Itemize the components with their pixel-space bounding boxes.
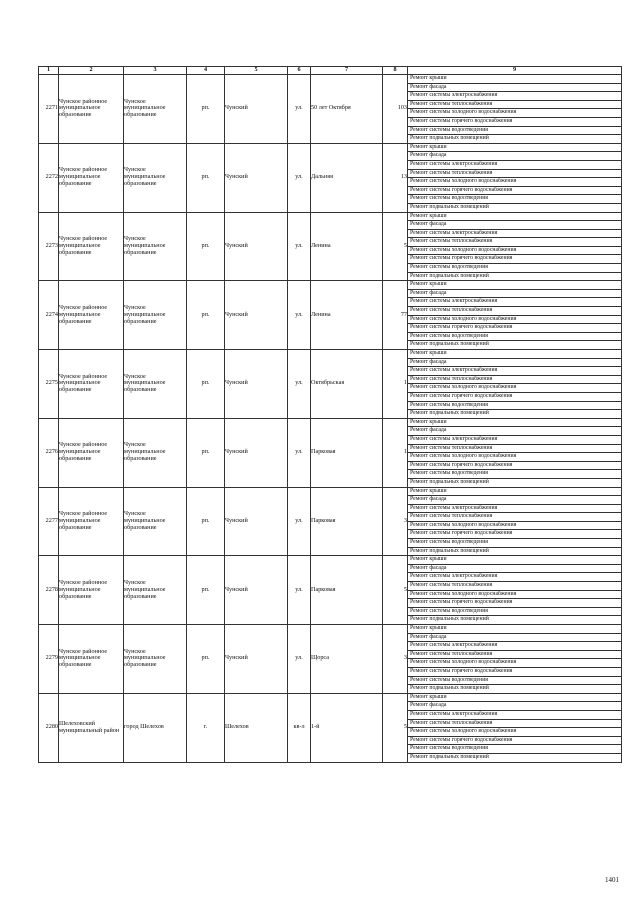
work-item: Ремонт системы электроснабжения bbox=[408, 367, 621, 376]
work-item: Ремонт системы горячего водоснабжения bbox=[408, 187, 621, 196]
works-list bbox=[408, 350, 622, 419]
work-item: Ремонт системы водоотведения bbox=[408, 539, 621, 548]
work-item: Ремонт фасада bbox=[408, 221, 621, 230]
street-type-cell: ул. bbox=[288, 143, 311, 212]
column-header: 6 bbox=[288, 67, 311, 75]
work-item: Ремонт фасада bbox=[408, 290, 621, 299]
settlement-type-cell: рп. bbox=[187, 281, 225, 350]
work-item: Ремонт системы водоотведения bbox=[408, 677, 621, 686]
work-item: Ремонт системы водоотведения bbox=[408, 264, 621, 273]
settlement-cell: Чунский bbox=[225, 75, 288, 144]
table-row bbox=[39, 487, 622, 556]
settlement-type-cell: г. bbox=[187, 693, 225, 762]
work-item: Ремонт подвальных помещений bbox=[410, 203, 489, 210]
work-item: Ремонт фасада bbox=[408, 634, 621, 643]
column-header: 1 bbox=[39, 67, 59, 75]
table-body bbox=[39, 75, 622, 763]
column-header: 4 bbox=[187, 67, 225, 75]
house-number-cell: 3 bbox=[383, 625, 408, 694]
work-item: Ремонт подвальных помещений bbox=[410, 685, 489, 692]
work-item: Ремонт подвальных помещений bbox=[410, 341, 489, 348]
work-item: Ремонт системы горячего водоснабжения bbox=[408, 737, 621, 746]
work-item: Ремонт системы электроснабжения bbox=[408, 642, 621, 651]
work-item: Ремонт крыши bbox=[408, 281, 621, 290]
page-number: 1401 bbox=[605, 876, 619, 884]
street-type-cell: ул. bbox=[288, 625, 311, 694]
street-cell: Щорса bbox=[311, 625, 383, 694]
municipality-cell: Чунское муниципальное образование bbox=[124, 75, 187, 144]
work-item: Ремонт подвальных помещений bbox=[410, 410, 489, 417]
house-number-cell: 5 bbox=[383, 556, 408, 625]
work-item: Ремонт системы горячего водоснабжения bbox=[408, 255, 621, 264]
row-number: 2276 bbox=[39, 418, 59, 487]
work-item: Ремонт системы горячего водоснабжения bbox=[408, 324, 621, 333]
street-type-cell: ул. bbox=[288, 212, 311, 281]
street-type-cell: ул. bbox=[288, 556, 311, 625]
house-number-cell: 103 bbox=[383, 75, 408, 144]
repair-schedule-table bbox=[38, 66, 622, 763]
work-item: Ремонт системы теплоснабжения bbox=[408, 720, 621, 729]
column-header: 9 bbox=[408, 67, 622, 75]
district-cell: Чунское районное муниципальное образование bbox=[59, 350, 124, 419]
street-type-cell: ул. bbox=[288, 418, 311, 487]
house-number-cell: 5 bbox=[383, 693, 408, 762]
work-item: Ремонт крыши bbox=[408, 213, 621, 222]
house-number-cell: 77 bbox=[383, 281, 408, 350]
district-cell: Чунское районное муниципальное образование bbox=[59, 487, 124, 556]
works-list bbox=[408, 556, 622, 625]
row-number: 2272 bbox=[39, 143, 59, 212]
work-item: Ремонт фасада bbox=[408, 152, 621, 161]
work-item: Ремонт системы теплоснабжения bbox=[408, 445, 621, 454]
settlement-cell: Чунский bbox=[225, 143, 288, 212]
street-cell: Парковая bbox=[311, 556, 383, 625]
street-cell: 1-й bbox=[311, 693, 383, 762]
district-cell: Чунское районное муниципальное образование bbox=[59, 418, 124, 487]
work-item: Ремонт системы теплоснабжения bbox=[408, 238, 621, 247]
municipality-cell: Чунское муниципальное образование bbox=[124, 212, 187, 281]
column-header: 5 bbox=[225, 67, 288, 75]
work-item: Ремонт системы водоотведения bbox=[408, 195, 621, 204]
work-item: Ремонт системы теплоснабжения bbox=[408, 307, 621, 316]
work-item: Ремонт фасада bbox=[408, 84, 621, 93]
municipality-cell: город Шелехов bbox=[124, 693, 187, 762]
settlement-cell: Чунский bbox=[225, 418, 288, 487]
row-number: 2273 bbox=[39, 212, 59, 281]
work-item: Ремонт системы холодного водоснабжения bbox=[408, 453, 621, 462]
settlement-type-cell: рп. bbox=[187, 625, 225, 694]
work-item: Ремонт фасада bbox=[408, 565, 621, 574]
work-item: Ремонт крыши bbox=[408, 419, 621, 428]
work-item: Ремонт системы холодного водоснабжения bbox=[408, 591, 621, 600]
work-item: Ремонт крыши bbox=[408, 75, 621, 84]
work-item: Ремонт крыши bbox=[408, 144, 621, 153]
house-number-cell: 1 bbox=[383, 418, 408, 487]
street-type-cell: ул. bbox=[288, 487, 311, 556]
work-item: Ремонт системы электроснабжения bbox=[408, 92, 621, 101]
work-item: Ремонт системы горячего водоснабжения bbox=[408, 462, 621, 471]
table-row bbox=[39, 350, 622, 419]
district-cell: Чунское районное муниципальное образование bbox=[59, 212, 124, 281]
street-cell: 50 лет Октября bbox=[311, 75, 383, 144]
column-header: 3 bbox=[124, 67, 187, 75]
street-type-cell: ул. bbox=[288, 75, 311, 144]
municipality-cell: Чунское муниципальное образование bbox=[124, 487, 187, 556]
municipality-cell: Чунское муниципальное образование bbox=[124, 281, 187, 350]
district-cell: Чунское районное муниципальное образование bbox=[59, 75, 124, 144]
table-row bbox=[39, 625, 622, 694]
table-row bbox=[39, 212, 622, 281]
row-number: 2277 bbox=[39, 487, 59, 556]
work-item: Ремонт системы горячего водоснабжения bbox=[408, 118, 621, 127]
work-item: Ремонт крыши bbox=[408, 625, 621, 634]
municipality-cell: Чунское муниципальное образование bbox=[124, 350, 187, 419]
column-header: 8 bbox=[383, 67, 408, 75]
work-item: Ремонт системы холодного водоснабжения bbox=[408, 659, 621, 668]
row-number: 2271 bbox=[39, 75, 59, 144]
table-row bbox=[39, 75, 622, 144]
works-list bbox=[408, 418, 622, 487]
settlement-cell: Чунский bbox=[225, 625, 288, 694]
work-item: Ремонт системы электроснабжения bbox=[408, 711, 621, 720]
street-cell: Октябрьская bbox=[311, 350, 383, 419]
work-item: Ремонт системы электроснабжения bbox=[408, 230, 621, 239]
work-item: Ремонт системы холодного водоснабжения bbox=[408, 109, 621, 118]
works-list bbox=[408, 487, 622, 556]
district-cell: Чунское районное муниципальное образование bbox=[59, 281, 124, 350]
settlement-type-cell: рп. bbox=[187, 350, 225, 419]
work-item: Ремонт системы холодного водоснабжения bbox=[408, 316, 621, 325]
settlement-cell: Чунский bbox=[225, 212, 288, 281]
works-list bbox=[408, 212, 622, 281]
settlement-type-cell: рп. bbox=[187, 143, 225, 212]
work-item: Ремонт фасада bbox=[408, 359, 621, 368]
municipality-cell: Чунское муниципальное образование bbox=[124, 625, 187, 694]
work-item: Ремонт системы электроснабжения bbox=[408, 436, 621, 445]
header-row bbox=[39, 67, 622, 75]
column-header: 2 bbox=[59, 67, 124, 75]
work-item: Ремонт системы горячего водоснабжения bbox=[408, 599, 621, 608]
house-number-cell: 1 bbox=[383, 350, 408, 419]
work-item: Ремонт подвальных помещений bbox=[410, 135, 489, 142]
work-item: Ремонт системы горячего водоснабжения bbox=[408, 393, 621, 402]
street-cell: Парковая bbox=[311, 487, 383, 556]
street-type-cell: ул. bbox=[288, 281, 311, 350]
work-item: Ремонт подвальных помещений bbox=[410, 272, 489, 279]
work-item: Ремонт системы теплоснабжения bbox=[408, 170, 621, 179]
work-item: Ремонт системы теплоснабжения bbox=[408, 651, 621, 660]
work-item: Ремонт системы горячего водоснабжения bbox=[408, 530, 621, 539]
row-number: 2274 bbox=[39, 281, 59, 350]
street-type-cell: ул. bbox=[288, 350, 311, 419]
settlement-type-cell: рп. bbox=[187, 75, 225, 144]
street-cell: Дальняя bbox=[311, 143, 383, 212]
municipality-cell: Чунское муниципальное образование bbox=[124, 556, 187, 625]
street-type-cell: кв-л bbox=[288, 693, 311, 762]
work-item: Ремонт фасада bbox=[408, 496, 621, 505]
settlement-type-cell: рп. bbox=[187, 556, 225, 625]
settlement-cell: Чунский bbox=[225, 350, 288, 419]
settlement-cell: Шелехов bbox=[225, 693, 288, 762]
settlement-cell: Чунский bbox=[225, 487, 288, 556]
work-item: Ремонт системы холодного водоснабжения bbox=[408, 522, 621, 531]
work-item: Ремонт системы водоотведения bbox=[408, 608, 621, 617]
municipality-cell: Чунское муниципальное образование bbox=[124, 418, 187, 487]
municipality-cell: Чунское муниципальное образование bbox=[124, 143, 187, 212]
house-number-cell: 13 bbox=[383, 143, 408, 212]
work-item: Ремонт фасада bbox=[408, 427, 621, 436]
table-row bbox=[39, 143, 622, 212]
works-list bbox=[408, 281, 622, 350]
table-row bbox=[39, 281, 622, 350]
works-list bbox=[408, 75, 622, 144]
work-item: Ремонт системы теплоснабжения bbox=[408, 101, 621, 110]
district-cell: Чунское районное муниципальное образование bbox=[59, 143, 124, 212]
works-list bbox=[408, 625, 622, 694]
work-item: Ремонт подвальных помещений bbox=[410, 616, 489, 623]
work-item: Ремонт системы холодного водоснабжения bbox=[408, 728, 621, 737]
house-number-cell: 5 bbox=[383, 212, 408, 281]
work-item: Ремонт системы теплоснабжения bbox=[408, 376, 621, 385]
row-number: 2280 bbox=[39, 693, 59, 762]
settlement-type-cell: рп. bbox=[187, 212, 225, 281]
work-item: Ремонт системы холодного водоснабжения bbox=[408, 247, 621, 256]
work-item: Ремонт системы водоотведения bbox=[408, 333, 621, 342]
work-item: Ремонт системы электроснабжения bbox=[408, 505, 621, 514]
work-item: Ремонт системы электроснабжения bbox=[408, 573, 621, 582]
work-item: Ремонт системы холодного водоснабжения bbox=[408, 384, 621, 393]
work-item: Ремонт системы теплоснабжения bbox=[408, 513, 621, 522]
house-number-cell: 3 bbox=[383, 487, 408, 556]
work-item: Ремонт крыши bbox=[408, 556, 621, 565]
district-cell: Чунское районное муниципальное образование bbox=[59, 556, 124, 625]
row-number: 2279 bbox=[39, 625, 59, 694]
works-list bbox=[408, 693, 622, 762]
work-item: Ремонт системы электроснабжения bbox=[408, 298, 621, 307]
settlement-type-cell: рп. bbox=[187, 418, 225, 487]
table-row bbox=[39, 693, 622, 762]
works-list bbox=[408, 143, 622, 212]
work-item: Ремонт фасада bbox=[408, 702, 621, 711]
work-item: Ремонт крыши bbox=[408, 488, 621, 497]
work-item: Ремонт подвальных помещений bbox=[410, 753, 489, 760]
row-number: 2278 bbox=[39, 556, 59, 625]
street-cell: Ленина bbox=[311, 212, 383, 281]
work-item: Ремонт системы водоотведения bbox=[408, 745, 621, 754]
district-cell: Чунское районное муниципальное образование bbox=[59, 625, 124, 694]
work-item: Ремонт крыши bbox=[408, 694, 621, 703]
work-item: Ремонт системы электроснабжения bbox=[408, 161, 621, 170]
district-cell: Шелеховский муниципальный район bbox=[59, 693, 124, 762]
table-row bbox=[39, 418, 622, 487]
work-item: Ремонт системы холодного водоснабжения bbox=[408, 178, 621, 187]
street-cell: Парковая bbox=[311, 418, 383, 487]
work-item: Ремонт системы водоотведения bbox=[408, 402, 621, 411]
table-row bbox=[39, 556, 622, 625]
settlement-type-cell: рп. bbox=[187, 487, 225, 556]
work-item: Ремонт системы водоотведения bbox=[408, 127, 621, 136]
settlement-cell: Чунский bbox=[225, 556, 288, 625]
work-item: Ремонт системы водоотведения bbox=[408, 470, 621, 479]
column-header: 7 bbox=[311, 67, 383, 75]
work-item: Ремонт системы горячего водоснабжения bbox=[408, 668, 621, 677]
street-cell: Ленина bbox=[311, 281, 383, 350]
settlement-cell: Чунский bbox=[225, 281, 288, 350]
row-number: 2275 bbox=[39, 350, 59, 419]
work-item: Ремонт подвальных помещений bbox=[410, 478, 489, 485]
work-item: Ремонт подвальных помещений bbox=[410, 547, 489, 554]
work-item: Ремонт крыши bbox=[408, 350, 621, 359]
work-item: Ремонт системы теплоснабжения bbox=[408, 582, 621, 591]
